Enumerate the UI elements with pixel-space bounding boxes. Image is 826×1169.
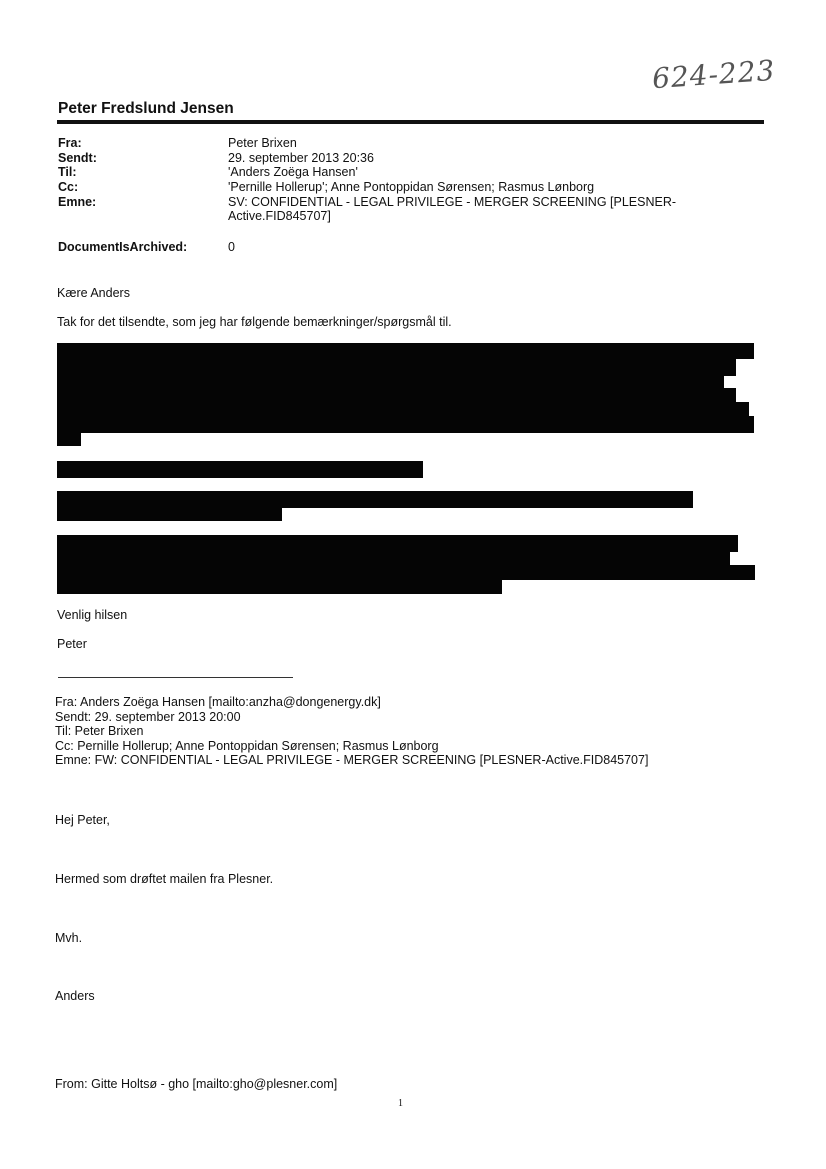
forwarded-sent-line: Sendt: 29. september 2013 20:00	[55, 710, 241, 724]
to-value: 'Anders Zoëga Hansen'	[228, 165, 358, 179]
separator-line	[58, 677, 293, 678]
mailbox-owner-name: Peter Fredslund Jensen	[58, 100, 234, 117]
archived-value: 0	[228, 240, 235, 254]
handwritten-annotation: 624-223	[650, 53, 777, 96]
footer-from-line: From: Gitte Holtsø - gho [mailto:gho@plesner.com]	[55, 1077, 338, 1091]
forwarded-from-line: Fra: Anders Zoëga Hansen [mailto:anzha@dongenergy.dk]	[55, 695, 381, 709]
to-label: Til:	[58, 165, 77, 179]
forwarded-greeting: Hej Peter,	[55, 813, 110, 827]
intro-text: Tak for det tilsendte, som jeg har følgende bemærkninger/spørgsmål til.	[57, 315, 452, 329]
forwarded-to-line: Til: Peter Brixen	[55, 724, 144, 738]
forwarded-closing: Mvh.	[55, 931, 83, 945]
redacted-block-2	[57, 461, 423, 478]
forwarded-message: Hermed som drøftet mailen fra Plesner.	[55, 872, 274, 886]
forwarded-cc-line: Cc: Pernille Hollerup; Anne Pontoppidan Sørensen; Rasmus Lønborg	[55, 739, 439, 753]
closing: Venlig hilsen	[57, 608, 128, 622]
forwarded-signature: Anders	[55, 989, 95, 1003]
cc-value: 'Pernille Hollerup'; Anne Pontoppidan Sørensen; Rasmus Lønborg	[228, 180, 595, 194]
cc-label: Cc:	[58, 180, 79, 194]
from-label: Fra:	[58, 136, 82, 150]
greeting: Kære Anders	[57, 286, 130, 300]
subject-label: Emne:	[58, 195, 97, 209]
sent-label: Sendt:	[58, 151, 97, 165]
archived-label: DocumentIsArchived:	[58, 240, 188, 254]
forwarded-subject-line: Emne: FW: CONFIDENTIAL - LEGAL PRIVILEGE - MERGER SCREENING [PLESNER-Active.FID845707]	[55, 753, 649, 767]
subject-value: SV: CONFIDENTIAL - LEGAL PRIVILEGE - MERGER SCREENING [PLESNER-Active.FID845707]	[228, 195, 677, 223]
signature: Peter	[57, 637, 87, 651]
header-rule	[57, 120, 764, 124]
page-number: 1	[398, 1098, 403, 1109]
from-value: Peter Brixen	[228, 136, 297, 150]
sent-value: 29. september 2013 20:36	[228, 151, 374, 165]
